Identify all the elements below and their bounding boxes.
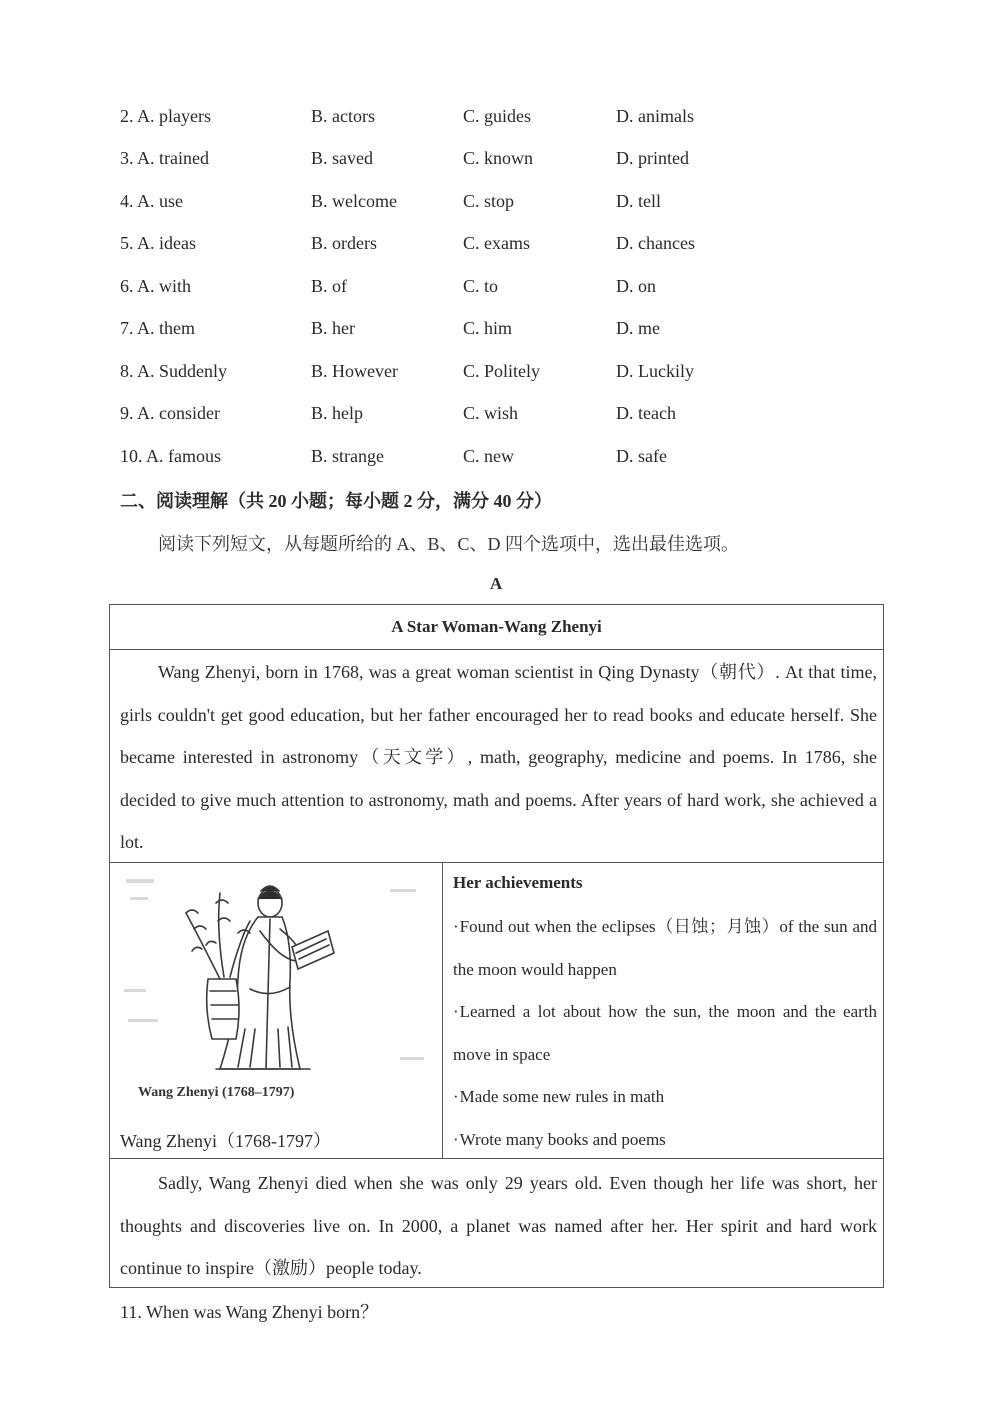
question-11: 11. When was Wang Zhenyi born？ [120, 1302, 379, 1322]
option-c: C. known [463, 148, 534, 168]
option-d: D. teach [616, 403, 676, 423]
bullet-icon: · [453, 1129, 459, 1149]
option-d: D. safe [616, 446, 667, 466]
passage-table [109, 604, 884, 1288]
portrait-caption: Wang Zhenyi (1768–1797) [138, 1085, 295, 1100]
option-a: 10. A. famous [120, 446, 222, 466]
achievement-item: ·Made some new rules in math [453, 1087, 665, 1106]
option-a: 2. A. players [120, 106, 211, 126]
option-a: 6. A. with [120, 276, 192, 296]
option-row [0, 446, 1004, 476]
option-c: C. new [463, 446, 514, 466]
option-b: B. help [311, 403, 363, 423]
option-d: D. tell [616, 191, 661, 211]
achievement-item: ·Learned a lot about how the sun, the moon and the earth move in space [453, 1002, 877, 1064]
option-row [0, 106, 1004, 136]
option-a: 7. A. them [120, 318, 196, 338]
achievement-item: ·Wrote many books and poems [453, 1129, 666, 1149]
option-b: B. orders [311, 233, 377, 253]
section-title: 二、阅读理解（共 20 小题；每小题 2 分，满分 40 分） [120, 491, 552, 511]
option-c: C. exams [463, 233, 530, 253]
option-b: B. actors [311, 106, 375, 126]
option-c: C. Politely [463, 361, 541, 381]
bullet-icon: · [453, 917, 459, 936]
option-row [0, 276, 1004, 306]
conclusion-paragraph: Sadly, Wang Zhenyi died when she was only 29 years old. Even though her life was short, her thoughts and discoveries live on. In 2000, a planet was named after her. Her spirit and hard work continue to inspire（激励）people today. [120, 1173, 877, 1278]
table-divider [110, 649, 883, 650]
option-b: B. welcome [311, 191, 397, 211]
option-b: B. strange [311, 446, 384, 466]
option-b: B. her [311, 318, 355, 338]
option-c: C. him [463, 318, 513, 338]
option-a: 5. A. ideas [120, 233, 196, 253]
option-row [0, 191, 1004, 221]
option-b: B. of [311, 276, 347, 296]
table-divider [110, 862, 883, 863]
option-d: D. me [616, 318, 660, 338]
intro-paragraph: Wang Zhenyi, born in 1768, was a great woman scientist in Qing Dynasty（朝代）. At that time, girls couldn't get good education, but her father encouraged her to read books and educate herself. She became interested in astronomy（天文学）, math, geography, medicine and poems. In 1786, she decided to give much attention to astronomy, math and poems. After years of hard work, she achieved a lot. [120, 662, 877, 852]
option-c: C. guides [463, 106, 532, 126]
table-title: A Star Woman-Wang Zhenyi [391, 617, 602, 636]
table-column-divider [442, 862, 443, 1158]
option-c: C. to [463, 276, 499, 296]
instructions: 阅读下列短文，从每题所给的 A、B、C、D 四个选项中，选出最佳选项。 [158, 534, 740, 554]
option-a: 8. A. Suddenly [120, 361, 228, 381]
option-b: B. saved [311, 148, 373, 168]
option-d: D. chances [616, 233, 695, 253]
bullet-icon: · [453, 1087, 459, 1106]
option-row [0, 148, 1004, 178]
option-row [0, 361, 1004, 391]
option-b: B. However [311, 361, 398, 381]
option-d: D. animals [616, 106, 694, 126]
option-d: D. Luckily [616, 361, 694, 381]
achievements-heading: Her achievements [453, 873, 583, 892]
portrait-name-label: Wang Zhenyi（1768-1797） [120, 1131, 332, 1151]
achievement-item: ·Found out when the eclipses（日蚀；月蚀）of the sun and the moon would happen [453, 917, 877, 979]
option-d: D. on [616, 276, 656, 296]
option-a: 3. A. trained [120, 148, 209, 168]
option-a: 9. A. consider [120, 403, 220, 423]
option-row [0, 233, 1004, 263]
wang-zhenyi-portrait-illustration [120, 869, 438, 1085]
option-d: D. printed [616, 148, 689, 168]
table-divider [110, 1158, 883, 1159]
option-a: 4. A. use [120, 191, 184, 211]
option-c: C. wish [463, 403, 519, 423]
achievements-list [453, 906, 877, 1161]
passage-letter: A [490, 574, 503, 593]
option-c: C. stop [463, 191, 515, 211]
option-row [0, 403, 1004, 433]
bullet-icon: · [453, 1002, 459, 1021]
option-row [0, 318, 1004, 348]
